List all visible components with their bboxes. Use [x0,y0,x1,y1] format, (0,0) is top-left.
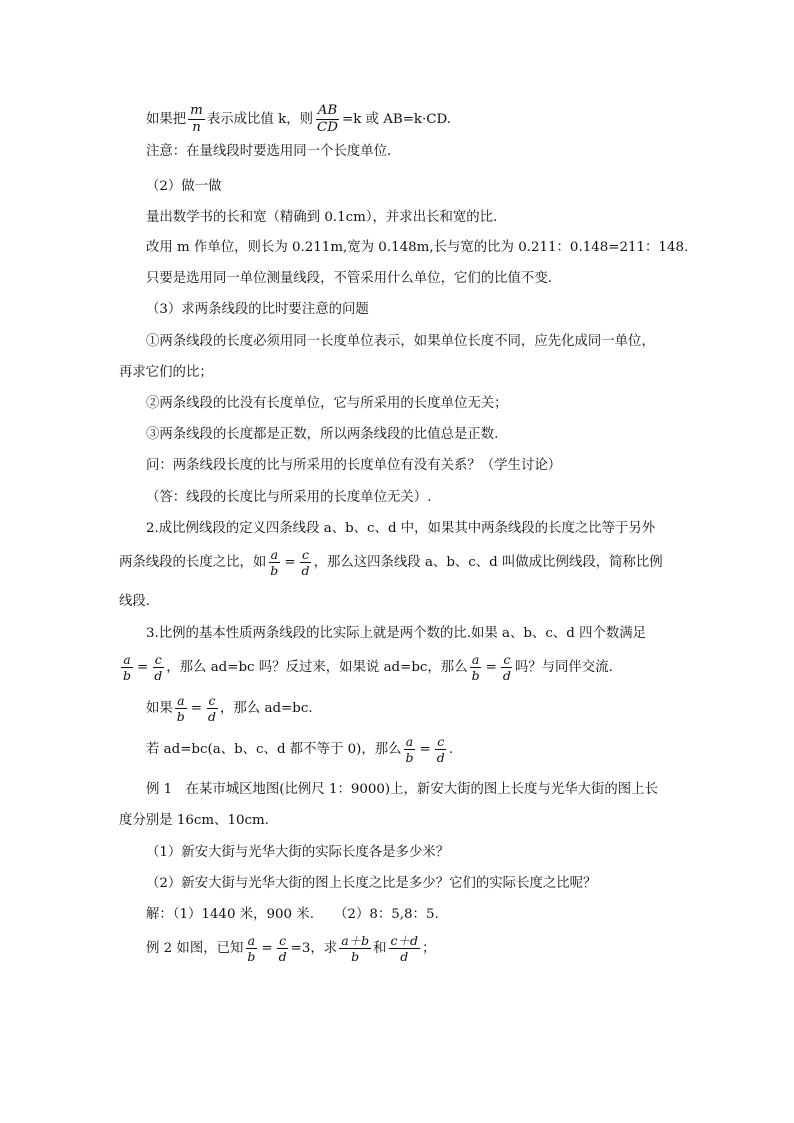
text: ； [422,941,436,957]
text: ，那么 ad=bc 吗？反过来，如果说 ad=bc，那么 [166,660,468,676]
equals-sign: = [485,660,497,676]
text: 例 2 如图，已知 [146,941,244,957]
numerator: a [471,652,480,667]
property-line: 3.比例的基本性质两条线段的比实际上就是两个数的比.如果 a、b、c、d 四个数满足 [146,626,647,641]
definition-line [119,548,663,577]
list-item-continued: 再求它们的比； [119,365,213,380]
fraction-ab-over-cd [315,104,340,135]
denominator: b [176,709,185,725]
numerator: a [247,933,256,948]
fraction-a-over-b [245,934,257,963]
text: =3，求 [290,941,338,957]
example-line: 例 1 在某市城区地图(比例尺 1：9000)上，新安大街的图上长度与光华大街的图上长 [146,782,658,797]
denominator: d [278,949,287,965]
numerator: c [279,933,287,948]
numerator: c [503,652,511,667]
text: 如果 [146,701,173,717]
text: 表示成比值 k，则 [206,112,313,128]
property-line [119,653,613,682]
text: . [448,742,454,758]
denominator: d [436,750,445,766]
example-line: 度分别是 16cm、10cm. [119,813,269,828]
ratio-definition-line [146,104,451,135]
denominator: d [301,563,310,579]
answer-line: （答：线段的长度比与所采用的长度单位无关）. [146,490,432,505]
equals-sign: = [284,555,296,571]
example-question: （1）新安大街与光华大街的实际长度各是多少米？ [146,845,450,860]
equals-sign: = [190,701,203,717]
text: =k 或 AB=k·CD. [341,112,452,128]
subheading-notes: （3）求两条线段的比时要注意的问题 [146,302,369,317]
fraction-c-over-d [206,694,218,723]
fraction-a-over-b [470,653,482,682]
equals-sign: = [137,660,149,676]
example-solution: 解：（1）1440 米，900 米. （2）8：5,8：5. [146,907,439,922]
numerator: c [208,693,216,708]
text: 和 [373,941,387,957]
text: ，那么这四条线段 a、b、c、d 叫做成比例线段，简称比例 [313,555,663,571]
numerator: c [302,547,310,562]
numerator: a [177,693,185,708]
fraction-a-over-b [175,694,187,723]
fraction-c-over-d [300,548,312,577]
question-line: 问：两条线段长度的比与所采用的长度单位有没有关系？（学生讨论） [146,458,562,473]
numerator: a [123,652,131,667]
text: 如果把 [146,112,187,128]
fraction-c-plus-d-over-d [389,934,421,963]
fraction-m-over-n [188,104,205,135]
equals-sign: = [261,941,273,957]
list-item: ③两条线段的长度都是正数，所以两条线段的比值总是正数. [146,427,499,442]
denominator: d [154,668,163,684]
example-line [146,934,435,963]
fraction-c-over-d [435,735,447,764]
denominator: b [405,750,414,766]
definition-line-end: 线段. [119,594,151,609]
numerator: a [270,547,279,562]
property-line [146,735,453,764]
numerator: c [154,652,162,667]
fraction-c-over-d [501,653,513,682]
fraction-a-over-b [404,735,416,764]
fraction-a-plus-b-over-b [339,934,371,963]
text: 吗？与同伴交流. [514,660,613,676]
fraction-c-over-d [152,653,164,682]
fraction-c-over-d [277,934,289,963]
paragraph-line: 量出数学书的长和宽（精确到 0.1cm），并求出长和宽的比. [146,210,498,225]
example-question: （2）新安大街与光华大街的图上长度之比是多少？它们的实际长度之比呢？ [146,876,597,891]
denominator: d [502,668,511,684]
paragraph-line: 只要是选用同一单位测量线段，不管采用什么单位，它们的比值不变. [146,271,552,286]
denominator: CD [316,120,338,136]
fraction-a-over-b [268,548,280,577]
list-item: ②两条线段的比没有长度单位，它与所采用的长度单位无关； [146,396,508,411]
list-item: ①两条线段的长度必须用同一长度单位表示，如果单位长度不同，应先化成同一单位， [146,334,655,349]
denominator: b [247,949,256,965]
denominator: d [208,709,217,725]
denominator: n [192,120,201,136]
fraction-a-over-b [121,653,133,682]
denominator: b [351,949,360,965]
numerator: m [188,104,205,120]
numerator: AB [316,104,340,120]
numerator: c [437,734,445,749]
text: 两条线段的长度之比，如 [119,555,267,571]
denominator: b [123,668,132,684]
denominator: d [400,949,409,965]
text: 若 ad=bc(a、b、c、d 都不等于 0)，那么 [146,742,402,758]
denominator: b [471,668,480,684]
numerator: a＋b [341,933,370,948]
property-line [146,694,313,723]
equals-sign: = [419,742,431,758]
subheading-do-it: （2）做一做 [146,179,222,194]
definition-line: 2.成比例线段的定义四条线段 a、b、c、d 中，如果其中两条线段的长度之比等于另外 [146,521,656,536]
paragraph-line: 改用 m 作单位，则长为 0.211m,宽为 0.148m,长与宽的比为 0.211：0.148=211：148. [146,240,689,255]
numerator: c＋d [390,933,419,948]
note-line: 注意：在量线段时要选用同一个长度单位. [146,144,392,159]
denominator: b [270,563,279,579]
numerator: a [405,734,414,749]
text: ，那么 ad=bc. [220,701,313,717]
